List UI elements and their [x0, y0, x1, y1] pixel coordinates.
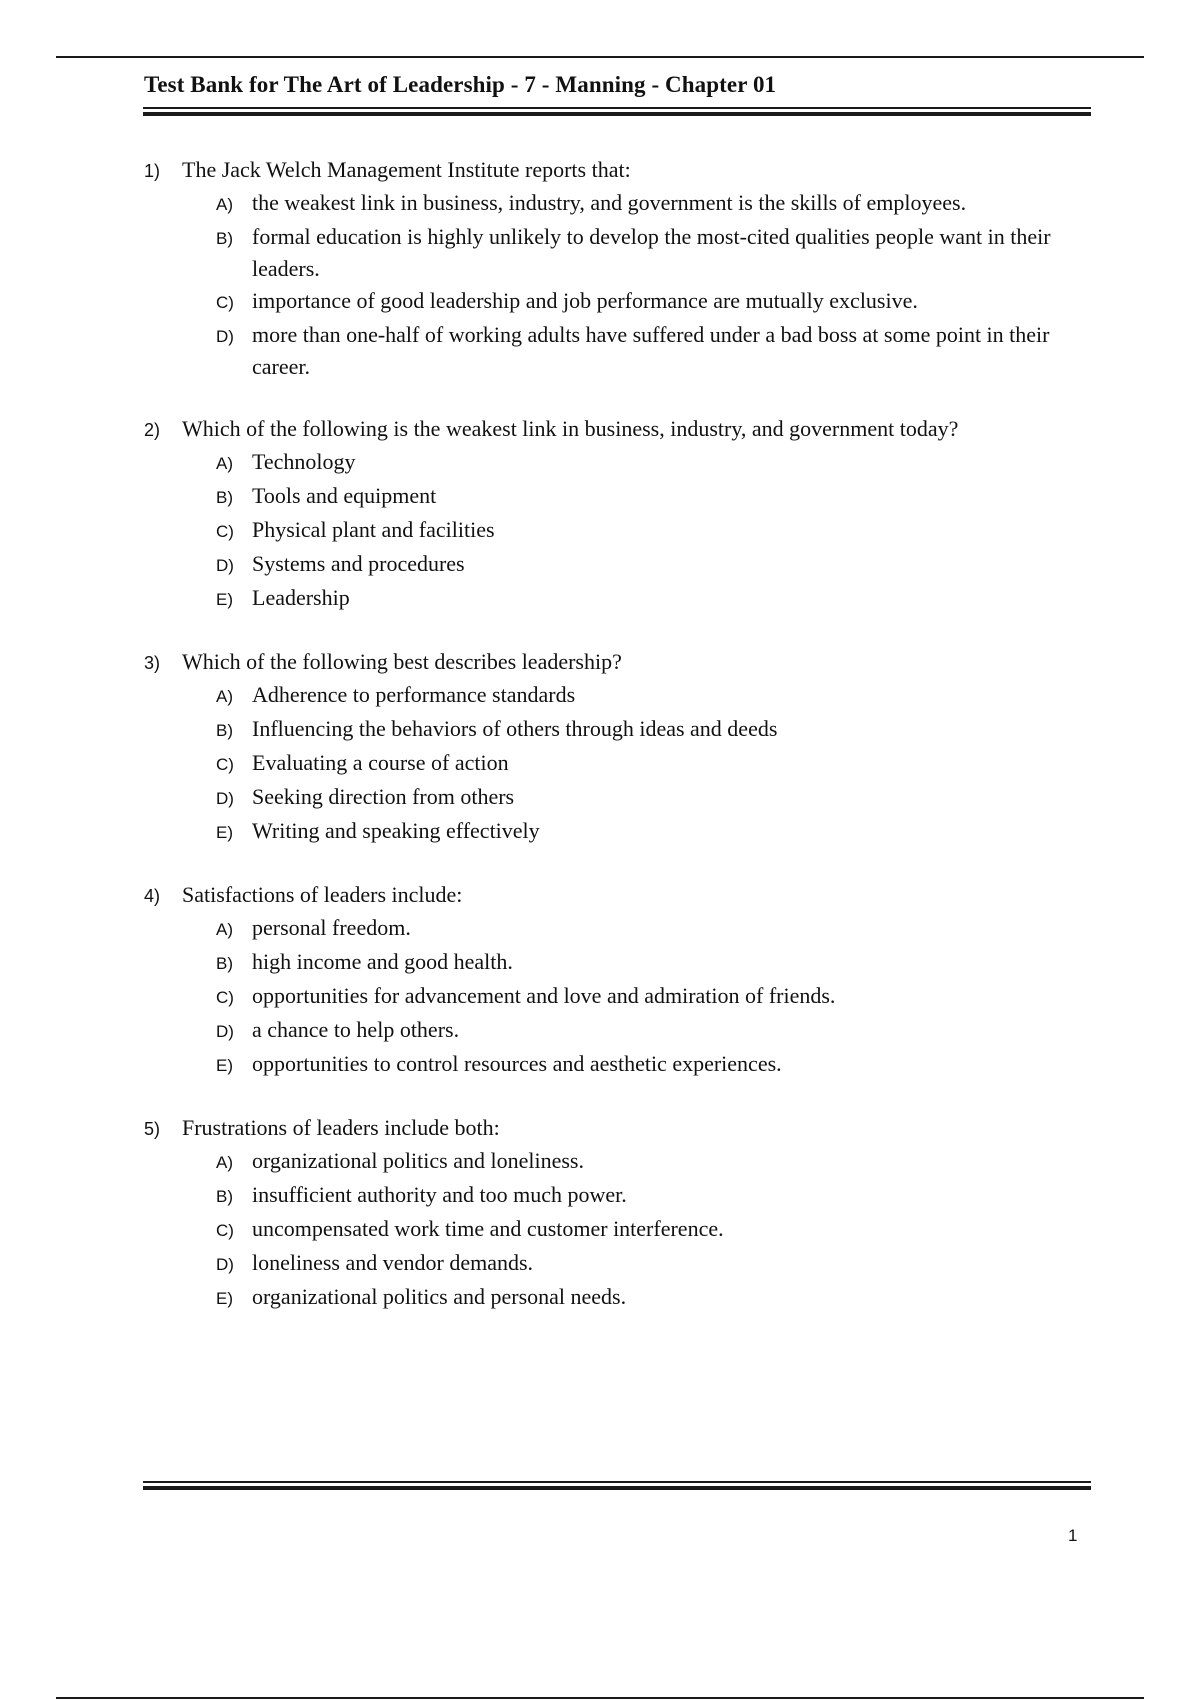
question-number: 4): [144, 886, 161, 906]
option-letter: E): [216, 1056, 233, 1075]
question-number: 1): [144, 161, 161, 181]
option-text: uncompensated work time and customer interference.: [252, 1216, 724, 1241]
question-text: Which of the following best describes leadership?: [182, 649, 622, 674]
option-text: formal education is highly unlikely to develop the most-cited qualities people want in their leaders.: [252, 224, 1051, 281]
answer-option: [216, 480, 1094, 514]
page-title: Test Bank for The Art of Leadership - 7 - Manning - Chapter 01: [144, 72, 777, 97]
option-text: Technology: [252, 449, 356, 474]
option-letter: E): [216, 1289, 233, 1308]
question-3: [144, 646, 1094, 849]
header-double-rule: [143, 107, 1091, 117]
option-letter: A): [216, 195, 233, 214]
question-5: [144, 1112, 1094, 1315]
option-text: Tools and equipment: [252, 483, 437, 508]
option-letter: D): [216, 1022, 234, 1041]
option-letter: C): [216, 522, 234, 541]
option-text: Seeking direction from others: [252, 784, 515, 809]
footer-rule-thin: [143, 1481, 1091, 1483]
option-letter: A): [216, 920, 233, 939]
question-stem: [144, 879, 1094, 912]
answer-option: [216, 1048, 1094, 1082]
option-letter: D): [216, 327, 234, 346]
option-text: importance of good leadership and job performance are mutually exclusive.: [252, 288, 918, 313]
answer-option: [216, 912, 1094, 946]
option-text: opportunities to control resources and aesthetic experiences.: [252, 1051, 782, 1076]
option-text: Adherence to performance standards: [252, 682, 576, 707]
question-stem: [144, 154, 1094, 187]
answer-option: [216, 1145, 1094, 1179]
option-text: Physical plant and facilities: [252, 517, 495, 542]
option-letter: C): [216, 988, 234, 1007]
option-letter: A): [216, 454, 233, 473]
answer-option: [216, 1213, 1094, 1247]
top-page-rule: [56, 56, 1144, 58]
answer-option: [216, 747, 1094, 781]
option-letter: B): [216, 1187, 233, 1206]
option-text: Leadership: [252, 585, 350, 610]
question-stem: [144, 646, 1094, 679]
option-letter: B): [216, 488, 233, 507]
option-letter: C): [216, 1221, 234, 1240]
answer-option: [216, 781, 1094, 815]
answer-option: [216, 221, 1094, 285]
question-2: [144, 413, 1094, 616]
option-letter: A): [216, 687, 233, 706]
question-number: 5): [144, 1119, 161, 1139]
option-text: high income and good health.: [252, 949, 513, 974]
answer-option: [216, 1281, 1094, 1315]
option-letter: B): [216, 721, 233, 740]
question-stem: [144, 413, 1094, 446]
option-letter: D): [216, 789, 234, 808]
question-text: Which of the following is the weakest link in business, industry, and government today?: [182, 416, 959, 441]
answer-option: [216, 1014, 1094, 1048]
option-letter: E): [216, 590, 233, 609]
answer-option: [216, 446, 1094, 480]
answer-options: [144, 446, 1094, 616]
answer-option: [216, 514, 1094, 548]
bottom-page-rule: [56, 1697, 1144, 1699]
header-rule-thin: [143, 107, 1091, 109]
option-letter: C): [216, 755, 234, 774]
option-text: organizational politics and loneliness.: [252, 1148, 584, 1173]
question-text: Satisfactions of leaders include:: [182, 882, 463, 907]
option-text: Influencing the behaviors of others through ideas and deeds: [252, 716, 778, 741]
option-text: a chance to help others.: [252, 1017, 460, 1042]
question-1: [144, 154, 1094, 383]
answer-option: [216, 980, 1094, 1014]
answer-options: [144, 187, 1094, 383]
option-text: loneliness and vendor demands.: [252, 1250, 534, 1275]
option-text: opportunities for advancement and love and admiration of friends.: [252, 983, 836, 1008]
option-text: organizational politics and personal needs.: [252, 1284, 627, 1309]
answer-option: [216, 582, 1094, 616]
header-rule-thick: [143, 112, 1091, 116]
answer-option: [216, 285, 1094, 319]
answer-option: [216, 815, 1094, 849]
option-letter: D): [216, 1255, 234, 1274]
question-stem: [144, 1112, 1094, 1145]
answer-option: [216, 679, 1094, 713]
question-number: 2): [144, 420, 161, 440]
question-text: Frustrations of leaders include both:: [182, 1115, 500, 1140]
answer-options: [144, 679, 1094, 849]
option-letter: D): [216, 556, 234, 575]
page-number: 1: [1068, 1526, 1078, 1545]
answer-option: [216, 1179, 1094, 1213]
option-text: Systems and procedures: [252, 551, 465, 576]
footer-rule-thick: [143, 1486, 1091, 1490]
answer-options: [144, 1145, 1094, 1315]
answer-option: [216, 319, 1094, 383]
question-list: [144, 154, 1094, 1345]
answer-option: [216, 1247, 1094, 1281]
answer-option: [216, 946, 1094, 980]
option-text: insufficient authority and too much power.: [252, 1182, 627, 1207]
answer-option: [216, 187, 1094, 221]
option-text: Writing and speaking effectively: [252, 818, 540, 843]
option-text: personal freedom.: [252, 915, 411, 940]
answer-options: [144, 912, 1094, 1082]
option-letter: C): [216, 293, 234, 312]
option-text: the weakest link in business, industry, and government is the skills of employees.: [252, 190, 967, 215]
question-number: 3): [144, 653, 161, 673]
option-letter: B): [216, 229, 233, 248]
option-text: more than one-half of working adults have suffered under a bad boss at some point in their career.: [252, 322, 1050, 379]
answer-option: [216, 713, 1094, 747]
question-4: [144, 879, 1094, 1082]
option-letter: E): [216, 823, 233, 842]
answer-option: [216, 548, 1094, 582]
option-letter: A): [216, 1153, 233, 1172]
footer-double-rule: [143, 1481, 1091, 1491]
option-letter: B): [216, 954, 233, 973]
option-text: Evaluating a course of action: [252, 750, 509, 775]
question-text: The Jack Welch Management Institute reports that:: [182, 157, 631, 182]
